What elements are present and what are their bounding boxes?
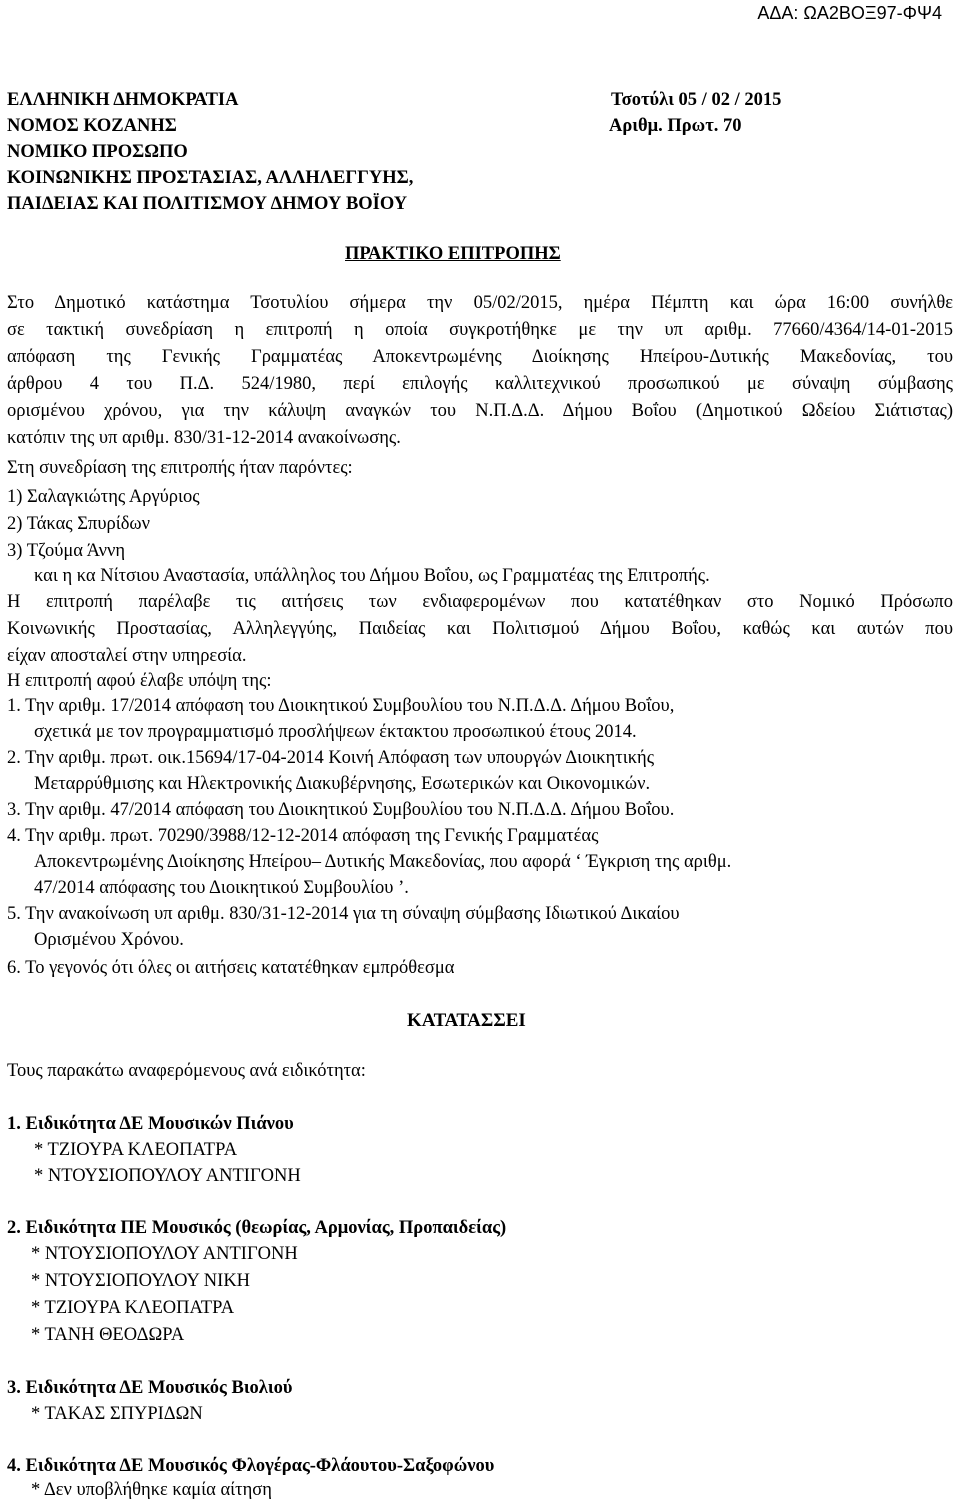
received-line: Η επιτροπή παρέλαβε τις αιτήσεις των ενδιαφερομένων που κατατέθηκαν στο Νομικό Πρόσωπο — [7, 592, 953, 612]
specialty-title: 1. Ειδικότητα ΔΕ Μουσικών Πιάνου — [7, 1114, 294, 1134]
considered-item: 6. Το γεγονός ότι όλες οι αιτήσεις κατατέθηκαν εμπρόθεσμα — [7, 958, 455, 978]
considered-item: 1. Την αριθμ. 17/2014 απόφαση του Διοικητικού Συμβουλίου του Ν.Π.Δ.Δ. Δήμου Βοΐου, — [7, 696, 675, 716]
considered-intro: Η επιτροπή αφού έλαβε υπόψη της: — [7, 671, 272, 691]
header-line-2: ΝΟΜΟΣ ΚΟΖΑΝΗΣ — [7, 116, 177, 136]
candidate-name: * ΝΤΟΥΣΙΟΠΟΥΛΟΥ ΝΙΚΗ — [31, 1271, 251, 1291]
header-line-1: ΕΛΛΗΝΙΚΗ ΔΗΜΟΚΡΑΤΙΑ — [7, 90, 239, 110]
specialty-title: 2. Ειδικότητα ΠΕ Μουσικός (θεωρίας, Αρμονίας, Προπαιδείας) — [7, 1218, 507, 1238]
intro-line: Στο Δημοτικό κατάστημα Τσοτυλίου σήμερα την 05/02/2015, ημέρα Πέμπτη και ώρα 16:00 συνήλθε — [7, 293, 953, 313]
considered-item: Μεταρρύθμισης και Ηλεκτρονικής Διακυβέρνησης, Εσωτερικών και Οικονομικών. — [34, 774, 651, 794]
received-line: είχαν αποσταλεί στην υπηρεσία. — [7, 646, 247, 666]
intro-line: απόφαση της Γενικής Γραμματέας Αποκεντρωμένης Διοίκησης Ηπείρου-Δυτικής Μακεδονίας, του — [7, 347, 953, 367]
considered-item: 3. Την αριθμ. 47/2014 απόφαση του Διοικητικού Συμβουλίου του Ν.Π.Δ.Δ. Δήμου Βοΐου. — [7, 800, 675, 820]
header-line-4: ΚΟΙΝΩΝΙΚΗΣ ΠΡΟΣΤΑΣΙΑΣ, ΑΛΛΗΛΕΓΓΥΗΣ, — [7, 168, 414, 188]
ada-code: ΑΔΑ: ΩΑ2ΒΟΞ97-ΦΨ4 — [757, 3, 942, 23]
member-item: 3) Τζούμα Άννη — [7, 541, 125, 561]
decision-heading: ΚΑΤΑΤΑΣΣΕΙ — [407, 1010, 526, 1031]
considered-item: 5. Την ανακοίνωση υπ αριθμ. 830/31-12-2014 για τη σύναψη σύμβασης Ιδιωτικού Δικαίου — [7, 904, 680, 924]
intro-line: σε τακτική συνεδρίαση η επιτροπή η οποία συγκροτήθηκε με την υπ αριθμ. 77660/4364/14-01-2015 — [7, 320, 953, 340]
considered-item: 4. Την αριθμ. πρωτ. 70290/3988/12-12-2014 απόφαση της Γενικής Γραμματέας — [7, 826, 599, 846]
considered-item: 47/2014 απόφασης του Διοικητικού Συμβουλίου ’. — [34, 878, 409, 898]
document-date: Τσοτύλι 05 / 02 / 2015 — [611, 90, 782, 110]
member-item: 2) Τάκας Σπυρίδων — [7, 514, 150, 534]
specialty-title: 3. Ειδικότητα ΔΕ Μουσικός Βιολιού — [7, 1378, 293, 1398]
secretary-line: και η κα Νίτσιου Αναστασία, υπάλληλος του Δήμου Βοΐου, ως Γραμματέας της Επιτροπής. — [34, 566, 710, 586]
present-intro: Στη συνεδρίαση της επιτροπής ήταν παρόντες: — [7, 458, 353, 478]
intro-line: κατόπιν της υπ αριθμ. 830/31-12-2014 ανακοίνωσης. — [7, 428, 401, 448]
intro-line: άρθρου 4 του Π.Δ. 524/1980, περί επιλογής καλλιτεχνικού προσωπικού με σύναψη σύμβασης — [7, 374, 953, 394]
received-line: Κοινωνικής Προστασίας, Αλληλεγγύης, Παιδείας και Πολιτισμού Δήμου Βοΐου, καθώς και αυτών που — [7, 619, 953, 639]
protocol-number: Αριθμ. Πρωτ. 70 — [609, 116, 742, 136]
candidate-name: * Δεν υποβλήθηκε καμία αίτηση — [31, 1480, 272, 1500]
candidate-name: * ΤΑΚΑΣ ΣΠΥΡΙΔΩΝ — [31, 1404, 203, 1424]
candidate-name: * ΤΖΙΟΥΡΑ ΚΛΕΟΠΑΤΡΑ — [34, 1140, 238, 1160]
considered-item: σχετικά με τον προγραμματισμό προσλήψεων έκτακτου προσωπικού έτους 2014. — [34, 722, 637, 742]
candidate-name: * ΝΤΟΥΣΙΟΠΟΥΛΟΥ ΑΝΤΙΓΟΝΗ — [34, 1166, 301, 1186]
candidate-name: * ΝΤΟΥΣΙΟΠΟΥΛΟΥ ΑΝΤΙΓΟΝΗ — [31, 1244, 298, 1264]
header-line-3: ΝΟΜΙΚΟ ΠΡΟΣΩΠΟ — [7, 142, 188, 162]
considered-item: Ορισμένου Χρόνου. — [34, 930, 184, 950]
header-line-5: ΠΑΙΔΕΙΑΣ ΚΑΙ ΠΟΛΙΤΙΣΜΟΥ ΔΗΜΟΥ ΒΟΪΟΥ — [7, 194, 408, 214]
considered-item: Αποκεντρωμένης Διοίκησης Ηπείρου– Δυτικής Μακεδονίας, που αφορά ‘ Έγκριση της αριθμ. — [34, 852, 732, 872]
specialty-title: 4. Ειδικότητα ΔΕ Μουσικός Φλογέρας-Φλάουτου-Σαξοφώνου — [7, 1456, 495, 1476]
considered-item: 2. Την αριθμ. πρωτ. οικ.15694/17-04-2014 Κοινή Απόφαση των υπουργών Διοικητικής — [7, 748, 655, 768]
member-item: 1) Σαλαγκιώτης Αργύριος — [7, 487, 200, 507]
ranking-intro: Τους παρακάτω αναφερόμενους ανά ειδικότητα: — [7, 1061, 366, 1081]
candidate-name: * ΤΑΝΗ ΘΕΟΔΩΡΑ — [31, 1325, 185, 1345]
candidate-name: * ΤΖΙΟΥΡΑ ΚΛΕΟΠΑΤΡΑ — [31, 1298, 235, 1318]
intro-line: ορισμένου χρόνου, για την κάλυψη αναγκών του Ν.Π.Δ.Δ. Δήμου Βοΐου (Δημοτικού Ωδείου Σιάτιστας) — [7, 401, 953, 421]
document-title: ΠΡΑΚΤΙΚΟ ΕΠΙΤΡΟΠΗΣ — [345, 244, 561, 264]
